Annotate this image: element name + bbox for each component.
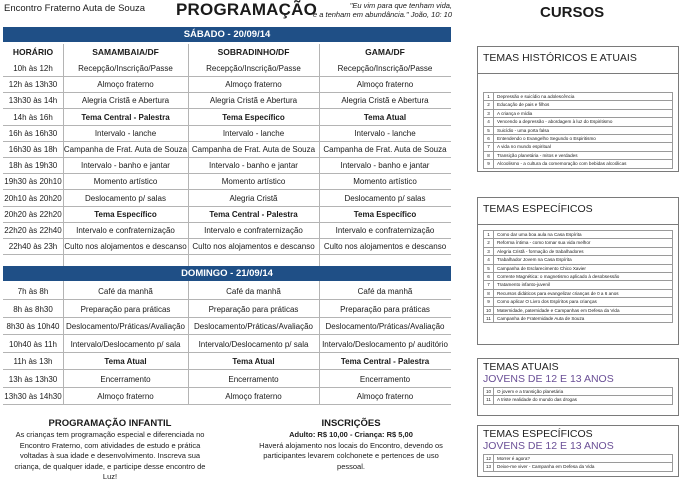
activity-cell: Alegria Cristã xyxy=(229,193,278,203)
topic-list xyxy=(483,230,673,323)
topic-number: 6 xyxy=(483,273,494,280)
topic-number: 5 xyxy=(483,127,494,134)
topic-item xyxy=(483,160,673,168)
activity-cell: Preparação para práticas xyxy=(208,304,299,314)
column-header: SOBRADINHO/DF xyxy=(217,47,290,57)
activity-cell: Tema Atual xyxy=(104,357,147,366)
activity-cell: Intervalo - banho e jantar xyxy=(209,161,298,171)
schedule-row xyxy=(3,207,451,223)
activity-cell: Recepção/Inscrição/Passe xyxy=(206,64,301,73)
column-divider xyxy=(188,44,189,404)
column-divider xyxy=(319,44,320,404)
topic-list xyxy=(483,387,673,405)
activity-cell: Deslocamento p/ salas xyxy=(344,193,426,203)
topic-item xyxy=(483,290,673,298)
topic-number: 1 xyxy=(483,93,494,100)
schedule-row xyxy=(3,142,451,158)
topic-item xyxy=(483,388,673,396)
topic-text: Como aplicar O Livro dos Espíritos para crianças xyxy=(494,298,673,305)
activity-cell: Almoço fraterno xyxy=(356,80,414,90)
topic-number: 7 xyxy=(483,143,494,150)
topic-text: Trabalhador Jovem na Casa Espírita xyxy=(494,256,673,263)
schedule-row xyxy=(3,239,451,255)
activity-cell: Momento artístico xyxy=(353,177,417,187)
time-cell: 12h às 13h30 xyxy=(8,80,58,90)
activity-cell: Momento artístico xyxy=(221,177,286,187)
event-name: Encontro Fraterno Auta de Souza xyxy=(4,3,146,14)
courses-title: CURSOS xyxy=(540,4,605,21)
activity-cell: Intervalo - banho e jantar xyxy=(340,161,430,171)
topic-number: 4 xyxy=(483,118,494,125)
topic-item xyxy=(483,239,673,247)
time-cell: 13h30 às 14h30 xyxy=(4,392,62,401)
activity-cell: Preparação para práticas xyxy=(340,304,430,314)
course-box-title: TEMAS ATUAIS xyxy=(483,361,559,373)
topic-number: 3 xyxy=(483,248,494,255)
topic-item xyxy=(483,265,673,273)
topic-text: Corrente Magnética: o magnetismo aplicado à desobsessão xyxy=(494,273,673,280)
topic-number: 7 xyxy=(483,281,494,288)
topic-text: Como dar uma boa aula na Casa Espírita xyxy=(494,231,673,238)
activity-cell: Encerramento xyxy=(359,374,411,384)
schedule-row xyxy=(3,77,451,93)
topic-item xyxy=(483,248,673,256)
activity-cell: Tema Específico xyxy=(222,112,285,122)
time-cell: 8h30 às 10h40 xyxy=(6,322,60,331)
activity-cell: Culto nos alojamentos e descanso xyxy=(64,242,187,252)
topic-item xyxy=(483,455,673,463)
activity-cell: Tema Atual xyxy=(363,112,407,122)
activity-cell: Almoço fraterno xyxy=(225,80,282,90)
topic-item xyxy=(483,396,673,404)
schedule-column-headers xyxy=(3,44,451,60)
schedule-row xyxy=(3,302,451,318)
schedule-row xyxy=(3,354,451,370)
time-cell: 8h às 8h30 xyxy=(13,304,53,314)
course-box-historicos xyxy=(477,46,679,172)
activity-cell: Deslocamento p/ salas xyxy=(85,193,166,203)
topic-text: Suicídio - uma porta falsa xyxy=(494,127,673,134)
topic-item xyxy=(483,127,673,135)
activity-cell: Momento artístico xyxy=(93,177,158,187)
topic-number: 8 xyxy=(483,152,494,159)
topic-number: 2 xyxy=(483,101,494,108)
topic-number: 5 xyxy=(483,265,494,272)
topic-item xyxy=(483,93,673,101)
kids-program-text: As crianças tem programação especial e diferenciada no Encontro Fraterno, com atividades de estudo e prática voltadas à sua idade e desenvolvimento. Inscreva sua criança, de qualquer idade, e participe desse encontro de Luz! xyxy=(14,430,206,480)
topic-text: Alegria Cristã - formação de trabalhadores xyxy=(494,248,673,255)
activity-cell: Café da manhã xyxy=(357,287,413,296)
topic-item xyxy=(483,273,673,281)
activity-cell: Tema Específico xyxy=(94,209,157,219)
topic-item xyxy=(483,135,673,143)
schedule-row xyxy=(3,126,451,142)
topic-number: 13 xyxy=(483,463,494,470)
activity-cell: Culto nos alojamentos e descanso xyxy=(192,242,315,252)
topic-number: 1 xyxy=(483,231,494,238)
schedule-row xyxy=(3,174,451,190)
activity-cell: Recepção/Inscrição/Passe xyxy=(337,64,433,73)
activity-cell: Intervalo e confraternização xyxy=(76,226,175,235)
topic-text: A criança e mídia xyxy=(494,110,673,117)
topic-item xyxy=(483,281,673,289)
topic-item xyxy=(483,118,673,126)
activity-cell: Almoço fraterno xyxy=(97,392,154,401)
time-cell: 20h10 às 20h20 xyxy=(4,193,62,203)
topic-number: 10 xyxy=(483,388,494,395)
schedule-row xyxy=(3,110,451,126)
topic-number: 6 xyxy=(483,135,494,142)
topic-text: Vencendo a depressão - abordagem à luz do Espiritismo xyxy=(494,118,673,125)
course-box-especificos xyxy=(477,197,679,345)
course-box-title: TEMAS ESPECÍFICOS xyxy=(483,428,593,440)
activity-cell: Tema Central - Palestra xyxy=(340,357,430,366)
time-cell: 11h às 13h xyxy=(13,357,53,366)
topic-item xyxy=(483,463,673,471)
topic-text: Campanha de Esclarecimento Chico Xavier xyxy=(494,265,673,272)
time-cell: 18h às 19h30 xyxy=(8,161,58,171)
topic-item xyxy=(483,101,673,109)
quote-line-1: "Eu vim para que tenham vida, xyxy=(349,1,452,10)
activity-cell: Intervalo - lanche xyxy=(222,128,285,138)
topic-list xyxy=(483,92,673,169)
activity-cell: Intervalo - lanche xyxy=(94,128,157,138)
column-header: HORÁRIO xyxy=(12,47,54,57)
column-header: SAMAMBAIA/DF xyxy=(92,47,159,57)
schedule-row xyxy=(3,191,451,207)
activity-cell: Intervalo e confraternização xyxy=(335,226,435,235)
activity-cell: Tema Atual xyxy=(232,357,275,366)
column-header: GAMA/DF xyxy=(365,47,405,57)
activity-cell: Intervalo/Deslocamento p/ auditório xyxy=(322,339,448,349)
schedule-row xyxy=(3,158,451,174)
topic-text: Transição planetária - mitos e verdades xyxy=(494,152,673,159)
activity-cell: Campanha de Frat. Auta de Souza xyxy=(323,145,447,154)
topic-text: Alcoolismo - a cultura da comemoração com bebidas alcoólicas xyxy=(494,160,673,167)
activity-cell: Café da manhã xyxy=(226,287,281,296)
activity-cell: Almoço fraterno xyxy=(356,392,414,401)
course-box-subtitle: JOVENS DE 12 E 13 ANOS xyxy=(483,373,614,385)
course-box-title: TEMAS HISTÓRICOS E ATUAIS xyxy=(478,47,678,74)
column-divider xyxy=(63,44,64,404)
time-cell: 14h às 16h xyxy=(13,112,53,122)
activity-cell: Recepção/Inscrição/Passe xyxy=(78,64,173,73)
activity-cell: Encerramento xyxy=(100,374,151,384)
saturday-header: SÁBADO - 20/09/14 xyxy=(3,27,451,42)
quote-line-2: e a tenham em abundância." João, 10: 10 xyxy=(312,10,452,19)
topic-number: 3 xyxy=(483,110,494,117)
topic-text: Maternidade, paternidade e Campanhas em Defesa da Vida xyxy=(494,307,673,314)
topic-number: 4 xyxy=(483,256,494,263)
course-box-especificos-jovens xyxy=(477,425,679,477)
topic-item xyxy=(483,152,673,160)
time-cell: 20h20 às 22h20 xyxy=(4,209,62,219)
schedule-row xyxy=(3,223,451,239)
activity-cell: Intervalo - lanche xyxy=(354,128,416,138)
schedule-row xyxy=(3,372,451,388)
activity-cell: Almoço fraterno xyxy=(97,80,154,90)
schedule-row xyxy=(3,337,451,353)
activity-cell: Intervalo e confraternização xyxy=(204,226,303,235)
time-cell: 13h30 às 14h xyxy=(8,96,58,106)
topic-number: 9 xyxy=(483,298,494,305)
schedule-row xyxy=(3,284,451,300)
activity-cell: Campanha de Frat. Auta de Souza xyxy=(63,145,188,154)
activity-cell: Deslocamento/Práticas/Avaliação xyxy=(325,322,445,331)
time-cell: 22h20 às 22h40 xyxy=(4,226,62,235)
activity-cell: Culto nos alojamentos e descanso xyxy=(323,242,447,252)
sunday-header: DOMINGO - 21/09/14 xyxy=(3,266,451,281)
topic-text: Entendendo o Evangelho Segundo o Espiritismo xyxy=(494,135,673,142)
topic-number: 11 xyxy=(483,396,494,403)
activity-cell: Deslocamento/Práticas/Avaliação xyxy=(193,322,314,331)
course-box-title: TEMAS ESPECÍFICOS xyxy=(478,198,678,225)
bible-quote xyxy=(306,1,452,19)
topic-item xyxy=(483,143,673,151)
topic-text: O jovem e a transição planetária xyxy=(494,388,673,395)
topic-text: Recursos didáticos para evangelizar crianças de 0 a 6 anos xyxy=(494,290,673,297)
topic-list xyxy=(483,454,673,472)
topic-text: Reforma íntima - como tomar sua vida melhor xyxy=(494,239,673,246)
time-cell: 16h30 às 18h xyxy=(8,145,58,154)
topic-number: 9 xyxy=(483,160,494,167)
topic-number: 8 xyxy=(483,290,494,297)
course-box-atuais-jovens xyxy=(477,358,679,416)
activity-cell: Intervalo/Deslocamento p/ sala xyxy=(198,339,309,349)
activity-cell: Alegria Cristã e Abertura xyxy=(341,96,429,106)
time-cell: 10h às 12h xyxy=(13,64,53,73)
activity-cell: Almoço fraterno xyxy=(225,392,282,401)
topic-text: Educação de pais e filhos xyxy=(494,101,673,108)
activity-cell: Campanha de Frat. Auta de Souza xyxy=(191,145,316,154)
registration-info xyxy=(256,430,446,472)
topic-item xyxy=(483,231,673,239)
activity-cell: Tema Específico xyxy=(353,209,417,219)
activity-cell: Tema Central - Palestra xyxy=(209,209,298,219)
topic-item xyxy=(483,315,673,323)
topic-number: 12 xyxy=(483,455,494,462)
topic-number: 11 xyxy=(483,315,494,322)
schedule-row xyxy=(3,319,451,335)
topic-item xyxy=(483,298,673,306)
topic-text: Deixe-me viver - Campanha em Defesa da Vida xyxy=(494,463,673,470)
topic-text: Tratamento infanto-juvenil xyxy=(494,281,673,288)
topic-text: A vida no mundo espiritual xyxy=(494,143,673,150)
page-title: PROGRAMAÇÃO xyxy=(176,0,318,19)
activity-cell: Intervalo/Deslocamento p/ sala xyxy=(70,339,181,349)
activity-cell: Tema Central - Palestra xyxy=(81,112,170,122)
registration-price: Adulto: R$ 10,00 - Criança: R$ 5,00 xyxy=(289,430,413,439)
time-cell: 16h às 16h30 xyxy=(8,128,58,138)
schedule-row xyxy=(3,61,451,77)
time-cell: 19h30 às 20h10 xyxy=(4,177,62,187)
topic-item xyxy=(483,256,673,264)
registration-title: INSCRIÇÕES xyxy=(321,418,381,429)
topic-text: A triste realidade do mundo das drogas xyxy=(494,396,673,403)
activity-cell: Preparação para práticas xyxy=(80,304,171,314)
topic-text: Morrer é agora? xyxy=(494,455,673,462)
activity-cell: Encerramento xyxy=(228,374,279,384)
time-cell: 10h40 às 11h xyxy=(9,339,57,349)
activity-cell: Deslocamento/Práticas/Avaliação xyxy=(65,322,186,331)
activity-cell: Café da manhã xyxy=(98,287,153,296)
activity-cell: Alegria Cristã e Abertura xyxy=(209,96,298,106)
course-box-subtitle: JOVENS DE 12 E 13 ANOS xyxy=(483,440,614,452)
topic-number: 10 xyxy=(483,307,494,314)
activity-cell: Intervalo - banho e jantar xyxy=(81,161,170,171)
schedule-row xyxy=(3,93,451,109)
topic-number: 2 xyxy=(483,239,494,246)
activity-cell: Alegria Cristã e Abertura xyxy=(81,96,170,106)
time-cell: 22h40 às 23h xyxy=(8,242,58,252)
topic-text: Campanha de Fraternidade Auta de Souza xyxy=(494,315,673,322)
topic-item xyxy=(483,110,673,118)
topic-item xyxy=(483,307,673,315)
time-cell: 13h às 13h30 xyxy=(8,374,58,384)
time-cell: 7h às 8h xyxy=(17,287,49,296)
kids-program-title: PROGRAMAÇÃO INFANTIL xyxy=(48,418,172,429)
topic-text: Depressão e suicídio na adolescência xyxy=(494,93,673,100)
registration-text: Haverá alojamento nos locais do Encontro, devendo os participantes levarem colchonete e pertences de uso pessoal. xyxy=(259,440,443,471)
schedule-row xyxy=(3,389,451,405)
